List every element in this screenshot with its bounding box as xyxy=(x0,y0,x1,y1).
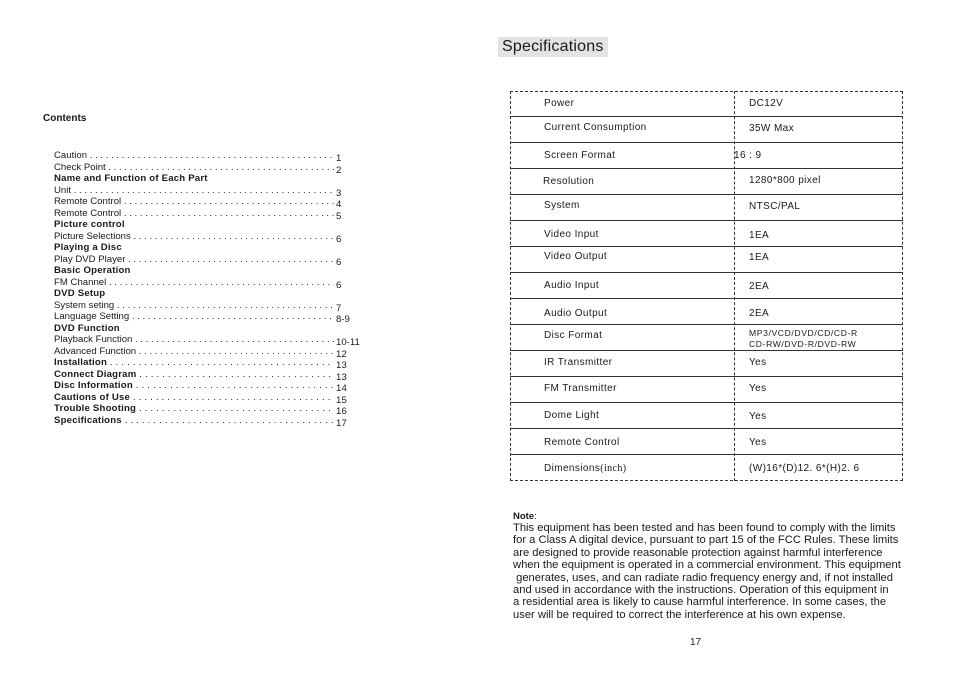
toc-entry-label: Specifications . . . xyxy=(54,415,334,426)
spec-video-input-label: Video Input xyxy=(544,229,599,240)
toc-entry-page: 6 xyxy=(336,279,342,291)
toc-entry-page: 7 xyxy=(336,302,342,314)
spec-audio-output-label: Audio Output xyxy=(544,308,608,319)
contents-heading: Contents xyxy=(43,113,87,124)
spec-system-value: NTSC/PAL xyxy=(749,201,801,212)
spec-dimensions-label xyxy=(544,463,627,474)
toc-entry-label: Remote Control . . . xyxy=(54,196,334,207)
note-line: are designed to provide reasonable protection against harmful interference xyxy=(513,546,883,559)
note-line: This equipment has been tested and has been found to comply with the limits xyxy=(513,522,896,534)
note-label-text: Note xyxy=(513,511,535,522)
toc-entry-page: 17 xyxy=(336,417,348,429)
spec-resolution-value: 1280*800 pixel xyxy=(749,175,821,186)
spec-dome-light-value: Yes xyxy=(749,411,767,422)
toc-entry-label: Basic Operation xyxy=(54,265,131,276)
spec-dimensions-value: (W)16*(D)12. 6*(H)2. 6 xyxy=(749,463,860,474)
spec-current-consumption-value: 35W Max xyxy=(749,123,795,134)
toc-entry-label: Installation . . . xyxy=(54,357,334,368)
toc-entry-page: 4 xyxy=(336,199,342,210)
spec-power-value: DC12V xyxy=(749,98,784,109)
spec-dimensions-label-text: Dimensions xyxy=(544,463,601,474)
toc-entry-label: Language Setting . . . xyxy=(54,311,334,322)
toc-entry-label: Cautions of Use . . . xyxy=(54,392,334,403)
spec-remote-control-value: Yes xyxy=(749,437,767,448)
toc-entry-label: Disc Information . . . xyxy=(54,380,334,391)
note-line: generates, uses, and can radiate radio frequency energy and, if not installed xyxy=(513,571,893,584)
table-row-divider xyxy=(510,324,903,325)
table-row-divider xyxy=(510,376,903,377)
spec-ir-transmitter-value: Yes xyxy=(749,357,767,368)
note-label xyxy=(513,511,537,522)
toc-entry-label: Play DVD Player . . . xyxy=(54,254,334,265)
toc-entry-label: Picture Selections . . . xyxy=(54,231,334,242)
note-line: when the equipment is operated in a commercial environment. This equipment xyxy=(513,559,901,572)
note-line: a residential area is likely to cause harmful interference. In some cases, the xyxy=(513,596,887,609)
note-colon: : xyxy=(534,511,537,522)
table-row-divider xyxy=(510,428,903,429)
spec-video-input-value: 1EA xyxy=(749,230,770,241)
toc-entry-label: Playing a Disc xyxy=(54,242,122,253)
table-row-divider xyxy=(510,298,903,299)
toc-entry-page: 6 xyxy=(336,233,342,245)
spec-screen-format-value: 16 : 9 xyxy=(734,150,762,161)
spec-disc-format-label: Disc Format xyxy=(544,330,603,341)
spec-video-output-value: 1EA xyxy=(749,252,770,263)
table-row-divider xyxy=(510,454,903,455)
spec-fm-transmitter-value: Yes xyxy=(749,383,767,394)
toc-entry-label: Remote Control . . . xyxy=(54,208,334,219)
toc-entry-label: Unit . . . xyxy=(54,185,334,196)
toc-entry-page: 14 xyxy=(336,383,348,394)
spec-audio-output-value: 2EA xyxy=(749,308,770,319)
table-row-divider xyxy=(510,272,903,273)
table-row-divider xyxy=(510,402,903,403)
toc-entry-page: 13 xyxy=(336,360,348,371)
toc-entry-page: 16 xyxy=(336,406,348,417)
specifications-title: Specifications xyxy=(498,37,608,57)
spec-video-output-label: Video Output xyxy=(544,251,607,262)
table-row-divider xyxy=(510,116,903,117)
toc-entry-label: System seting . . . xyxy=(54,300,334,311)
table-row-divider xyxy=(510,194,903,195)
spec-fm-transmitter-label: FM Transmitter xyxy=(544,383,617,394)
spec-system-label: System xyxy=(544,200,580,211)
toc-entry-page: 13 xyxy=(336,371,348,383)
note-line: and used in accordance with the instructions. Operation of this equipment in xyxy=(513,584,889,597)
spec-disc-format-value: MP3/VCD/DVD/CD/CD-R xyxy=(749,328,858,338)
spec-disc-format-value-line2: CD-RW/DVD-R/DVD-RW xyxy=(749,339,857,349)
spec-audio-input-value: 2EA xyxy=(749,281,770,292)
toc-entry-label: Caution . . . xyxy=(54,150,334,161)
toc-entry-label: DVD Setup xyxy=(54,288,106,299)
toc-entry-label: Advanced Function . . . xyxy=(54,346,334,357)
spec-dome-light-label: Dome Light xyxy=(544,410,600,421)
toc-entry-page: 1 xyxy=(336,153,342,164)
toc-entry-page: 10-11 xyxy=(336,337,360,348)
toc-entry-page: 2 xyxy=(336,164,342,176)
toc-entry-page: 15 xyxy=(336,394,348,406)
table-row-divider xyxy=(510,220,903,221)
spec-current-consumption-label: Current Consumption xyxy=(544,122,647,133)
toc-entry-page: 3 xyxy=(336,187,342,199)
note-line: user will be required to correct the interference at his own expense. xyxy=(513,608,846,621)
toc-entry-label: Check Point . . . xyxy=(54,162,334,173)
table-row-divider xyxy=(510,246,903,247)
toc-entry-page: 12 xyxy=(336,348,347,360)
note-line: for a Class A digital device, pursuant to part 15 of the FCC Rules. These limits xyxy=(513,534,899,547)
spec-screen-format-label: Screen Format xyxy=(544,150,616,161)
toc-entry-label: Name and Function of Each Part xyxy=(54,173,208,184)
fcc-note-text xyxy=(513,522,933,621)
spec-dimensions-unit: (inch) xyxy=(600,463,627,474)
table-row-divider xyxy=(510,350,903,351)
table-row-divider xyxy=(510,168,903,169)
spec-audio-input-label: Audio Input xyxy=(544,280,599,291)
spec-resolution-label: Resolution xyxy=(543,176,595,187)
toc-entry-page: 8-9 xyxy=(336,314,350,325)
toc-entry-page: 5 xyxy=(336,210,342,222)
spec-power-label: Power xyxy=(544,98,575,109)
toc-entry-label: Connect Diagram . . . xyxy=(54,369,334,380)
toc-entry-label: FM Channel . . . xyxy=(54,277,334,288)
toc-entry-page: 6 xyxy=(336,256,342,268)
spec-remote-control-label: Remote Control xyxy=(544,437,620,448)
toc-entry-label: Playback Function . . . xyxy=(54,334,334,345)
spec-ir-transmitter-label: IR Transmitter xyxy=(544,357,613,368)
toc-entry-label: Picture control xyxy=(54,219,125,230)
page-number: 17 xyxy=(690,637,702,648)
toc-entry-label: DVD Function xyxy=(54,322,120,334)
toc-entry-label: Trouble Shooting . . . xyxy=(54,403,334,414)
table-row-divider xyxy=(510,142,903,143)
